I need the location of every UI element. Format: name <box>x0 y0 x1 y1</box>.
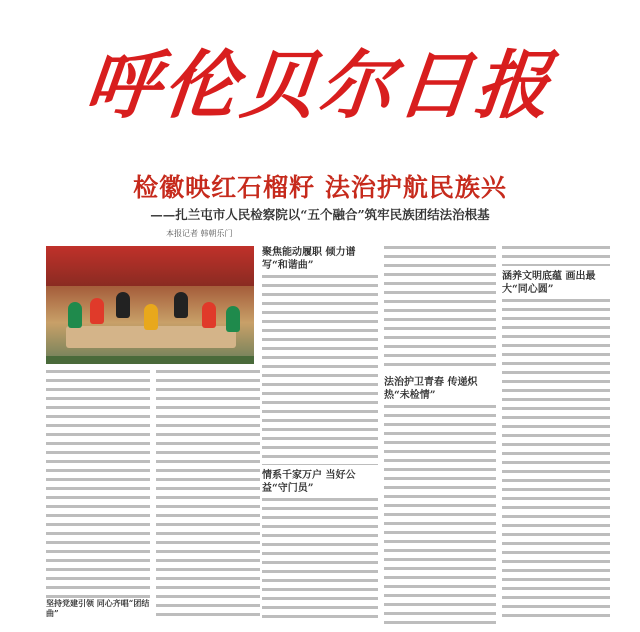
section-heading: 情系千家万户 当好公益“守门员” <box>262 470 356 494</box>
section-heading: 聚焦能动履职 倾力谱写“和谐曲” <box>262 247 356 271</box>
body-placeholder <box>156 370 260 620</box>
photo-prosecutor <box>174 292 188 318</box>
section-heading: 坚持党建引领 同心齐唱“团结曲” <box>46 598 150 618</box>
body-placeholder <box>502 299 610 619</box>
column-1 <box>46 370 150 620</box>
column-4 <box>384 246 496 624</box>
masthead <box>0 0 640 160</box>
article-photo <box>46 246 254 364</box>
photo-backdrop <box>46 246 254 286</box>
photo-child <box>68 302 82 328</box>
column-5 <box>502 246 610 624</box>
article-byline: 本报记者 韩朝乐门 <box>166 229 233 238</box>
body-placeholder <box>384 405 496 624</box>
newspaper-title: 呼伦贝尔日报 <box>80 43 558 129</box>
section-heading: 法治护卫青春 传递炽热“未检情” <box>384 377 478 401</box>
photo-child <box>144 304 158 330</box>
section-heading: 涵养文明底蕴 画出最大“同心圆” <box>502 271 596 295</box>
column-2 <box>156 370 260 620</box>
article-columns <box>46 246 610 624</box>
photo-caption-strip <box>46 356 254 364</box>
photo-child <box>226 306 240 332</box>
body-placeholder <box>262 498 378 624</box>
article-headline: 检徽映红石榴籽 法治护航民族兴 <box>133 173 507 202</box>
body-placeholder <box>502 246 610 266</box>
body-placeholder <box>384 246 496 372</box>
column-3 <box>262 246 378 624</box>
photo-child <box>90 298 104 324</box>
body-placeholder <box>46 370 150 598</box>
photo-prosecutor <box>116 292 130 318</box>
article-subheadline: ——扎兰屯市人民检察院以“五个融合”筑牢民族团结法治根基 <box>150 207 490 222</box>
photo-child <box>202 302 216 328</box>
body-placeholder <box>262 275 378 465</box>
